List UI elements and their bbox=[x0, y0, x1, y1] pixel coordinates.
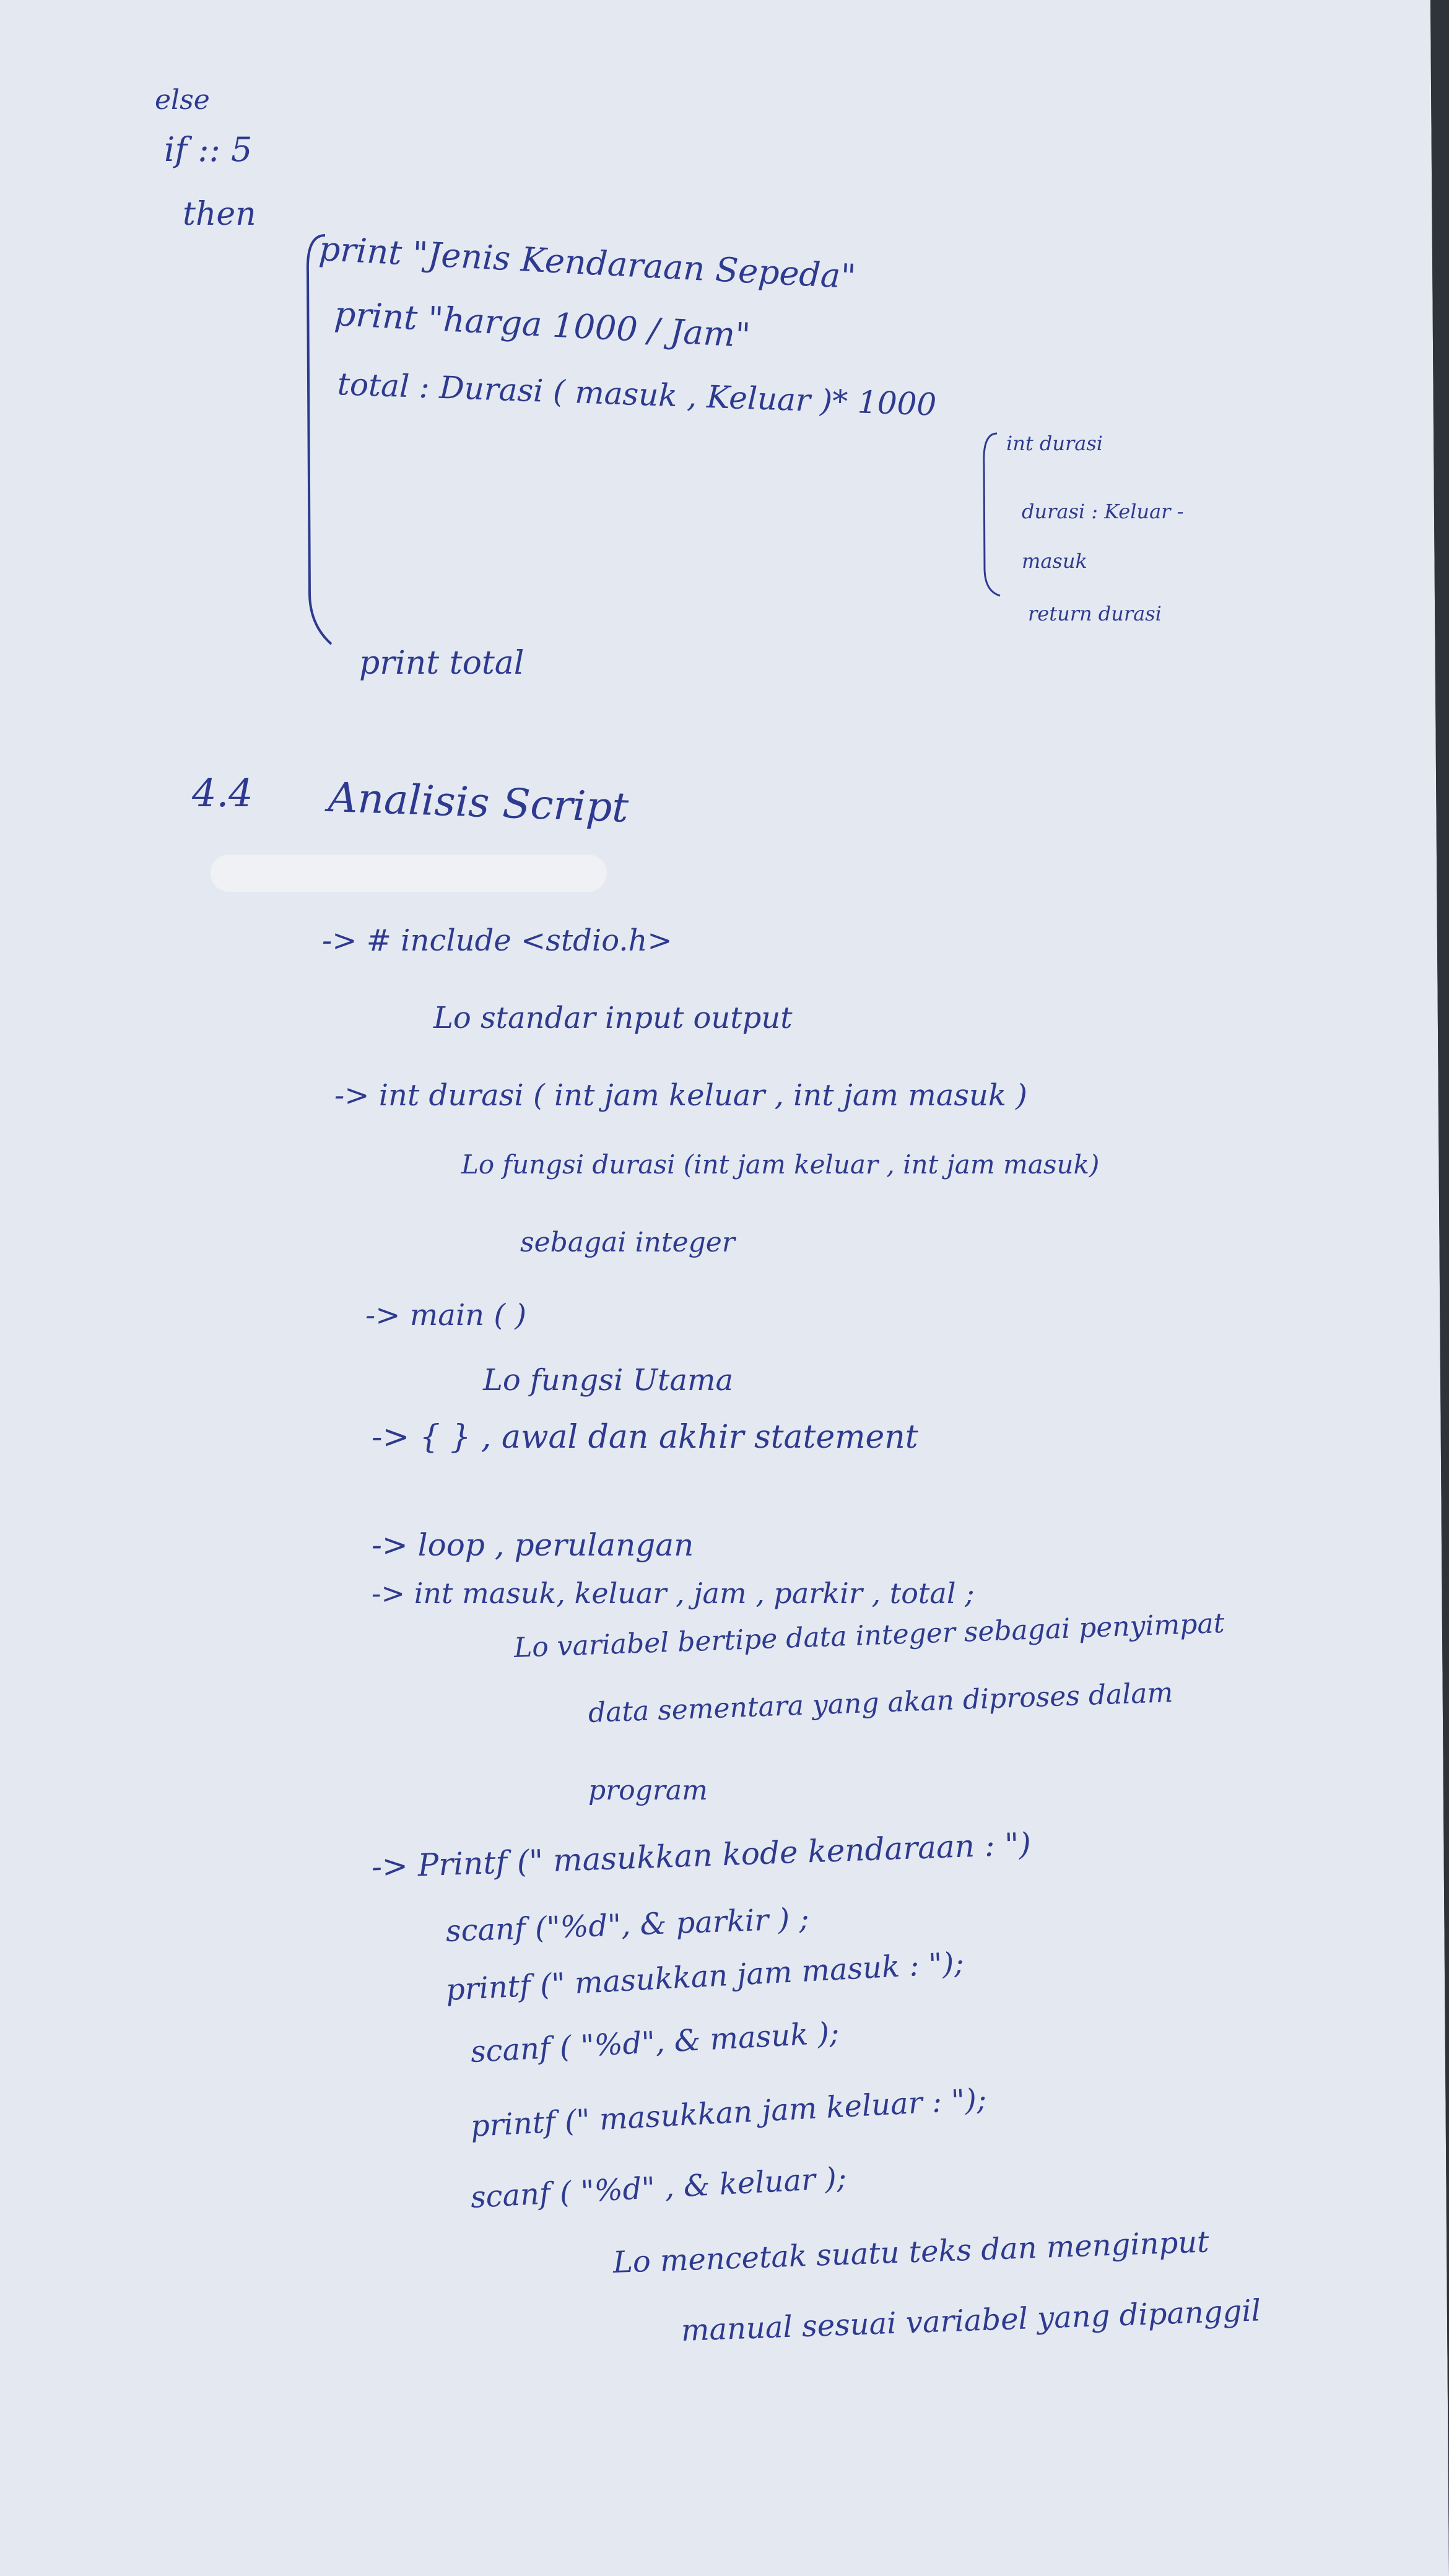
if-condition: if :: 5 bbox=[164, 130, 253, 169]
else-keyword: else bbox=[155, 84, 210, 116]
analysis-line: -> Printf (" masukkan kode kendaraan : ") bbox=[370, 1825, 1032, 1885]
side-note-brace bbox=[969, 427, 1006, 601]
side-note-line: masuk bbox=[1022, 549, 1087, 573]
print-total-line: print total bbox=[359, 645, 524, 682]
analysis-line: scanf ("%d", & parkir ) ; bbox=[445, 1901, 810, 1949]
analysis-line: printf (" masukkan jam masuk : "); bbox=[445, 1946, 965, 2008]
section-number: 4.4 bbox=[192, 770, 253, 816]
then-line-total: total : Durasi ( masuk , Keluar )* 1000 bbox=[336, 366, 938, 423]
analysis-line: printf (" masukkan jam keluar : "); bbox=[469, 2082, 988, 2144]
analysis-line: Lo variabel bertipe data integer sebagai penyimpat bbox=[513, 1607, 1225, 1664]
side-note-line: int durasi bbox=[1006, 432, 1103, 455]
then-line-print-jenis: print "Jenis Kendaraan Sepeda" bbox=[318, 229, 857, 297]
side-note-line: durasi : Keluar - bbox=[1022, 500, 1184, 523]
analysis-line: scanf ( "%d" , & keluar ); bbox=[469, 2160, 848, 2215]
analysis-line: manual sesuai variabel yang dipanggil bbox=[681, 2293, 1261, 2348]
side-note-line: return durasi bbox=[1028, 602, 1162, 625]
then-keyword: then bbox=[183, 196, 256, 233]
analysis-line: sebagai integer bbox=[520, 1227, 735, 1258]
analysis-line: scanf ( "%d", & masuk ); bbox=[469, 2015, 840, 2069]
analysis-line: -> loop , perulangan bbox=[372, 1527, 694, 1563]
analysis-line: Lo fungsi Utama bbox=[483, 1363, 734, 1398]
analysis-line: -> int masuk, keluar , jam , parkir , total ; bbox=[372, 1577, 975, 1610]
analysis-line: -> # include <stdio.h> bbox=[322, 923, 672, 958]
analysis-line: program bbox=[588, 1775, 708, 1806]
analysis-line: Lo fungsi durasi (int jam keluar , int jam masuk) bbox=[461, 1149, 1100, 1180]
analysis-line: Lo standar input output bbox=[433, 1001, 793, 1035]
then-block-brace bbox=[282, 223, 337, 656]
analysis-line: -> int durasi ( int jam keluar , int jam masuk ) bbox=[334, 1078, 1027, 1113]
then-line-print-harga: print "harga 1000 / Jam" bbox=[333, 294, 752, 355]
analysis-line: -> main ( ) bbox=[365, 1298, 527, 1333]
section-title: Analisis Script bbox=[327, 773, 630, 832]
analysis-line: -> { } , awal dan akhir statement bbox=[372, 1419, 918, 1456]
analysis-line: data sementara yang akan diproses dalam bbox=[588, 1677, 1174, 1729]
analysis-line: Lo mencetak suatu teks dan menginput bbox=[612, 2224, 1210, 2280]
